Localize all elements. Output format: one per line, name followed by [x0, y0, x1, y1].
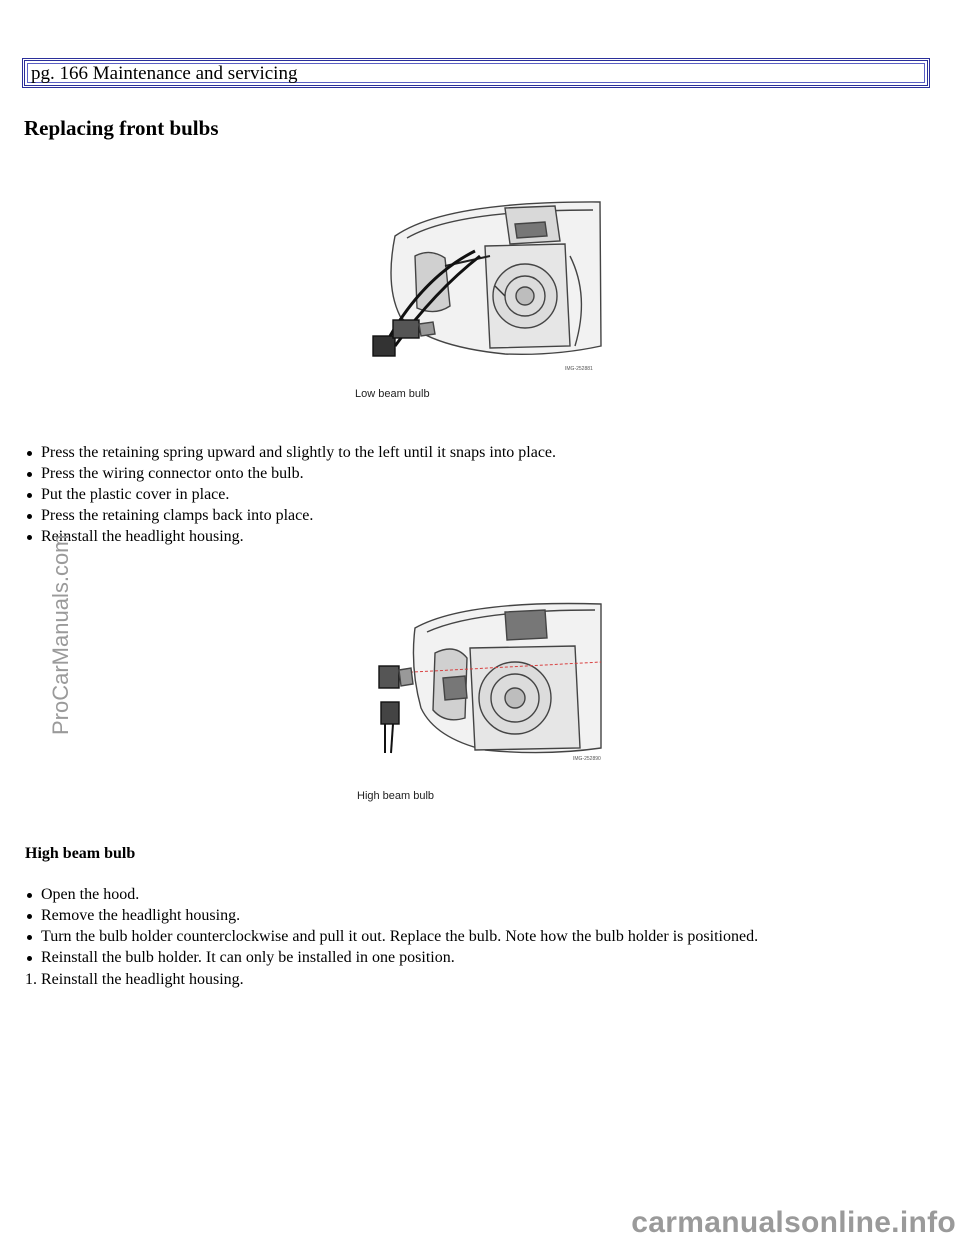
high-beam-caption: High beam bulb — [357, 790, 435, 802]
list-item: Turn the bulb holder counterclockwise and pull it out. Replace the bulb. Note how the bulb holder is positioned. — [24, 926, 758, 947]
list-item: Press the retaining clamps back into place. — [24, 505, 556, 526]
list-item: Reinstall the headlight housing. — [24, 526, 556, 547]
high-beam-steps — [24, 884, 758, 968]
list-item: Put the plastic cover in place. — [24, 484, 556, 505]
low-beam-steps — [24, 442, 556, 547]
low-beam-illustration — [355, 196, 617, 406]
list-item: Reinstall the bulb holder. It can only be installed in one position. — [24, 947, 758, 968]
page-title: Replacing front bulbs — [24, 116, 219, 140]
low-beam-caption: Low beam bulb — [355, 388, 430, 400]
high-beam-figure — [355, 598, 617, 806]
numbered-step: 1. Reinstall the headlight housing. — [25, 971, 244, 988]
page-header: pg. 166 Maintenance and servicing — [31, 63, 298, 84]
list-item: Press the retaining spring upward and slightly to the left until it snaps into place. — [24, 442, 556, 463]
watermark-bottom: carmanualsonline.info — [631, 1206, 956, 1239]
low-beam-figure — [355, 196, 617, 406]
list-item: Remove the headlight housing. — [24, 905, 758, 926]
low-beam-code: IMG-252881 — [565, 366, 593, 372]
high-beam-code: IMG-252890 — [573, 756, 601, 762]
high-beam-illustration — [355, 598, 617, 806]
list-item: Open the hood. — [24, 884, 758, 905]
watermark-left: ProCarManuals.com — [48, 534, 73, 735]
high-beam-heading: High beam bulb — [25, 845, 136, 862]
list-item: Press the wiring connector onto the bulb. — [24, 463, 556, 484]
